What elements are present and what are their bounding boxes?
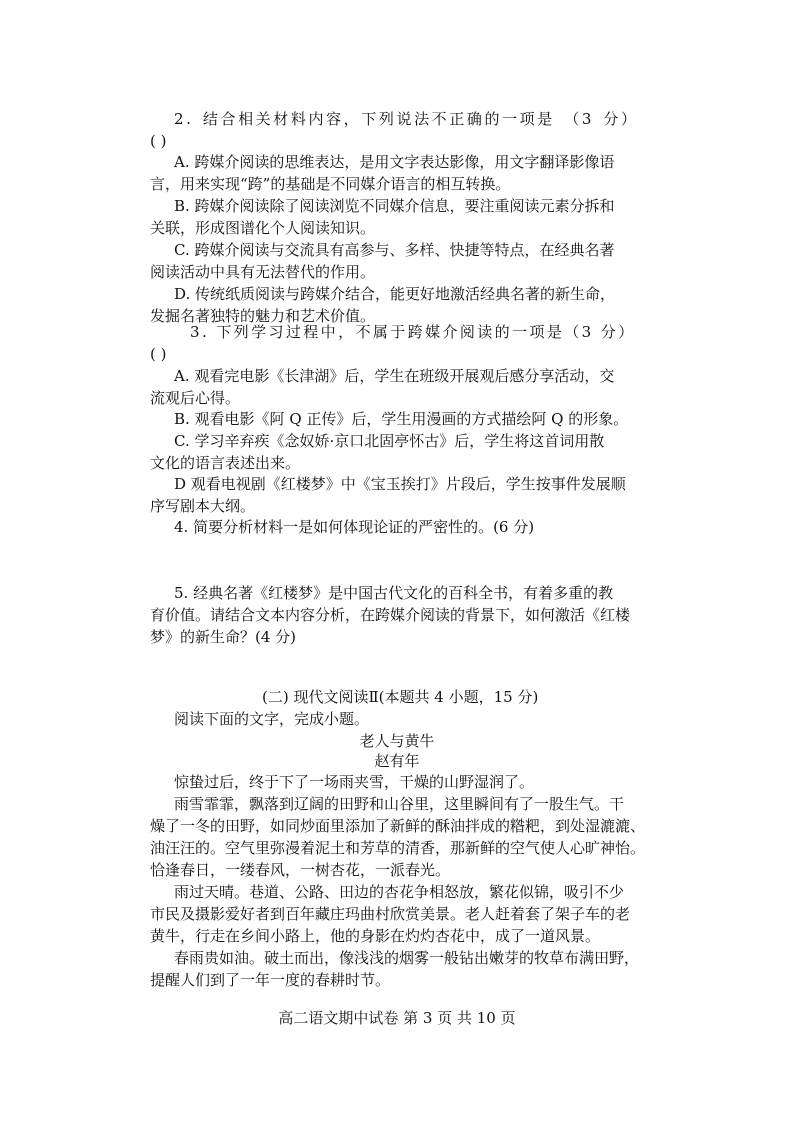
q3-option-a-line2: 流观后心得。 — [150, 389, 241, 407]
q2-stem-line1: 2. 结合相关材料内容，下列说法不正确的一项是 （3 分） — [174, 110, 639, 128]
q3-option-b-line1: B. 观看电影《阿 Q 正传》后，学生用漫画的方式描绘阿 Q 的形象。 — [174, 410, 629, 428]
paragraph-3-line3: 黄牛，行走在乡间小路上，他的身影在灼灼杏花中，成了一道风景。 — [150, 927, 601, 945]
paragraph-2-line2: 燥了一冬的田野，如同炒面里添加了新鲜的酥油拌成的糌粑，到处湿漉漉、 — [150, 817, 646, 835]
q4-stem: 4. 简要分析材料一是如何体现论证的严密性的。(6 分) — [174, 518, 535, 536]
q3-option-a-line1: A. 观看完电影《长津湖》后，学生在班级开展观后感分享活动，交 — [174, 367, 615, 385]
q5-stem-line3: 梦》的新生命？(4 分) — [150, 628, 297, 646]
q2-option-c-line2: 阅读活动中具有无法替代的作用。 — [150, 263, 376, 281]
paragraph-2-line4: 恰逢春日，一缕春风，一树杏花，一派春光。 — [150, 861, 451, 879]
q3-answer-blank: ( ) — [150, 345, 167, 363]
q2-option-b-line2: 关联，形成图谱化个人阅读知识。 — [150, 219, 376, 237]
paragraph-4-line1: 春雨贵如油。破土而出，像浅浅的烟雾一般钻出嫩芽的牧草布满田野， — [174, 949, 640, 967]
q2-option-b-line1: B. 跨媒介阅读除了阅读浏览不同媒介信息，要注重阅读元素分拆和 — [174, 197, 615, 215]
q3-option-c-line1: C. 学习辛弃疾《念奴娇·京口北固亭怀古》后，学生将这首词用散 — [174, 432, 605, 450]
paragraph-4-line2: 提醒人们到了一年一度的春耕时节。 — [150, 971, 391, 989]
section-heading: (二) 现代文阅读Ⅱ(本题共 4 小题，15 分) — [262, 688, 539, 706]
q3-option-d-line1: D 观看电视剧《红楼梦》中《宝玉挨打》片段后，学生按事件发展顺 — [174, 475, 626, 493]
section-instruction: 阅读下面的文字，完成小题。 — [174, 710, 370, 728]
paragraph-3-line2: 市民及摄影爱好者到百年藏庄玛曲村欣赏美景。老人赶着套了架子车的老 — [150, 905, 631, 923]
q2-option-c-line1: C. 跨媒介阅读与交流具有高参与、多样、快捷等特点，在经典名著 — [174, 241, 615, 259]
q3-option-d-line2: 序写剧本大纲。 — [150, 497, 256, 515]
q5-stem-line2: 育价值。请结合文本内容分析，在跨媒介阅读的背景下，如何激活《红楼 — [150, 606, 631, 624]
page-footer: 高二语文期中试卷 第 3 页 共 10 页 — [278, 1009, 516, 1027]
paragraph-1: 惊蛰过后，终于下了一场雨夹雪，干燥的山野湿润了。 — [174, 773, 535, 791]
q3-option-c-line2: 文化的语言表述出来。 — [150, 454, 301, 472]
q2-option-a-line1: A. 跨媒介阅读的思维表达，是用文字表达影像，用文字翻译影像语 — [174, 153, 615, 171]
paragraph-2-line3: 油汪汪的。空气里弥漫着泥土和芳草的清香，那新鲜的空气使人心旷神怡。 — [150, 839, 646, 857]
q2-answer-blank: ( ) — [150, 132, 167, 150]
article-author: 赵有年 — [374, 752, 420, 770]
q2-option-d-line2: 发掘名著独特的魅力和艺术价值。 — [150, 307, 376, 325]
paragraph-2-line1: 雨雪霏霏，飘落到辽阔的田野和山谷里，这里瞬间有了一股生气。干 — [174, 795, 625, 813]
article-title: 老人与黄牛 — [359, 732, 435, 750]
q3-stem-line1: 3. 下列学习过程中，不属于跨媒介阅读的一项是（3 分） — [190, 323, 636, 341]
q5-stem-line1: 5. 经典名著《红楼梦》是中国古代文化的百科全书，有着多重的教 — [174, 584, 614, 602]
paragraph-3-line1: 雨过天晴。巷道、公路、田边的杏花争相怒放，繁花似锦，吸引不少 — [174, 883, 625, 901]
q2-option-d-line1: D. 传统纸质阅读与跨媒介结合，能更好地激活经典名著的新生命， — [174, 285, 616, 303]
q2-option-a-line2: 言，用来实现“跨”的基础是不同媒介语言的相互转换。 — [150, 175, 511, 193]
